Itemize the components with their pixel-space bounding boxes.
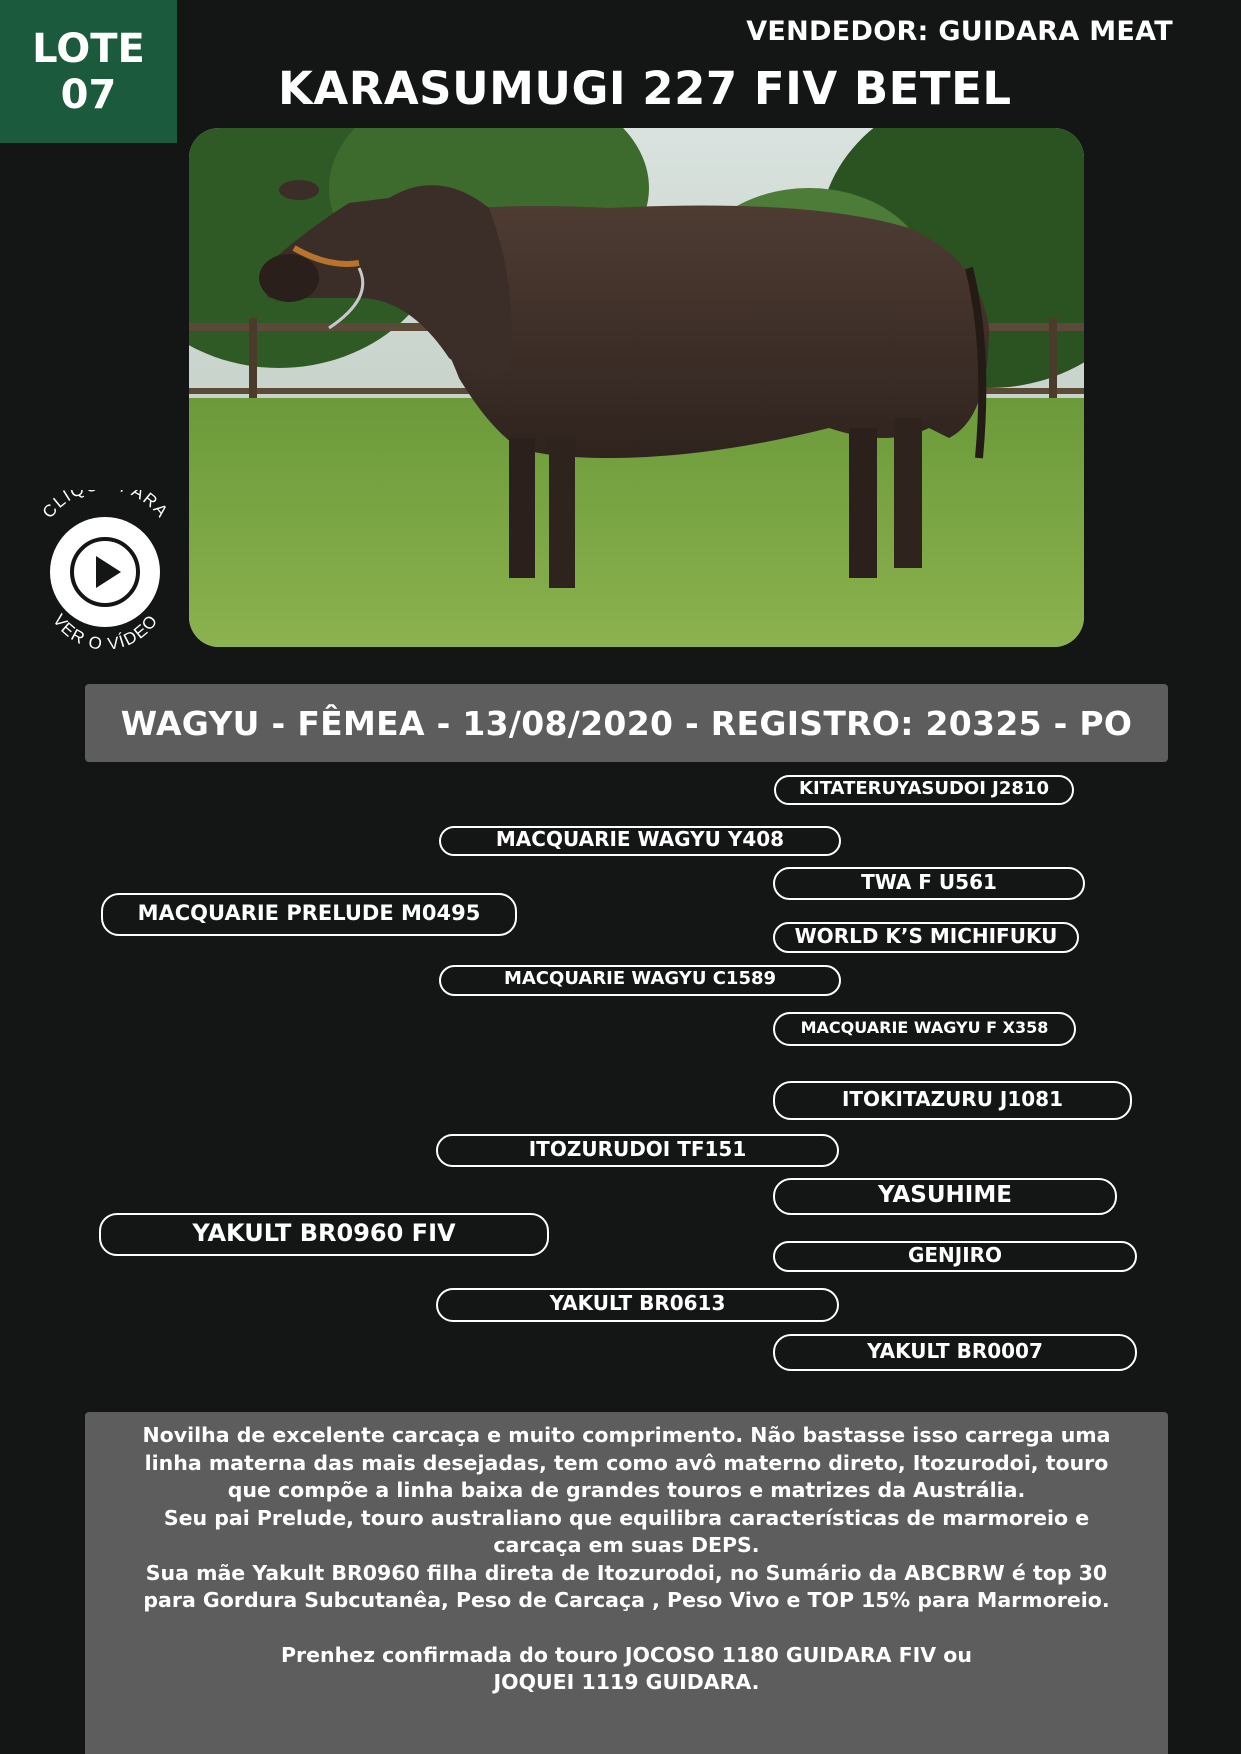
pedigree-sire-dam-dam: MACQUARIE WAGYU F X358 xyxy=(773,1012,1076,1046)
pregnancy-line: JOQUEI 1119 GUIDARA. xyxy=(493,1670,760,1694)
pedigree-sire-sire-sire: KITATERUYASUDOI J2810 xyxy=(774,775,1074,805)
lot-label: LOTE xyxy=(32,25,145,72)
pedigree-dam-dam-sire: GENJIRO xyxy=(773,1241,1137,1272)
seller-label: VENDEDOR: GUIDARA MEAT xyxy=(746,16,1173,47)
description-line: Seu pai Prelude, touro australiano que equilibra características de marmoreio e xyxy=(163,1505,1090,1530)
pedigree-sire-sire: MACQUARIE WAGYU Y408 xyxy=(439,826,841,856)
video-cta-bottom-text: VER O VÍDEO xyxy=(49,610,163,654)
description-panel xyxy=(85,1412,1168,1754)
description-line: para Gordura Subcutanêa, Peso de Carcaça , Peso Vivo e TOP 15% para Marmoreio. xyxy=(143,1588,1110,1612)
pedigree-sire-dam: MACQUARIE WAGYU C1589 xyxy=(439,965,841,996)
pedigree-dam: YAKULT BR0960 FIV xyxy=(99,1213,549,1256)
pedigree-sire-sire-dam: TWA F U561 xyxy=(773,867,1085,900)
animal-photo xyxy=(189,128,1084,647)
lot-badge xyxy=(0,0,177,143)
video-cta-top-text: CLIQ ARA xyxy=(38,490,173,522)
description-line: Sua mãe Yakult BR0960 filha direta de Itozurodoi, no Sumário da ABCBRW é top 30 xyxy=(145,1560,1108,1585)
info-bar: WAGYU - FÊMEA - 13/08/2020 - REGISTRO: 20325 - PO xyxy=(85,684,1168,762)
pedigree-dam-sire: ITOZURUDOI TF151 xyxy=(436,1134,839,1167)
animal-name: KARASUMUGI 227 FIV BETEL xyxy=(278,62,1012,115)
lot-number: 07 xyxy=(60,71,117,118)
description-line: carcaça em suas DEPS. xyxy=(493,1533,760,1557)
description-line: linha materna das mais desejadas, tem como avô materno direto, Itozurodoi, touro xyxy=(144,1450,1109,1475)
description-line: Novilha de excelente carcaça e muito comprimento. Não bastasse isso carrega uma xyxy=(142,1423,1111,1447)
pedigree-dam-sire-sire: ITOKITAZURU J1081 xyxy=(773,1081,1132,1120)
pedigree-dam-dam: YAKULT BR0613 xyxy=(436,1288,839,1322)
pregnancy-line: Prenhez confirmada do touro JOCOSO 1180 GUIDARA FIV ou xyxy=(280,1642,972,1667)
pedigree-sire: MACQUARIE PRELUDE M0495 xyxy=(101,893,517,936)
pedigree-dam-dam-dam: YAKULT BR0007 xyxy=(773,1334,1137,1371)
description-line: que compõe a linha baixa de grandes touros e matrizes da Austrália. xyxy=(227,1478,1026,1502)
watch-video-button[interactable] xyxy=(33,490,178,655)
pedigree-dam-sire-dam: YASUHIME xyxy=(773,1178,1117,1215)
pedigree-sire-dam-sire: WORLD K’S MICHIFUKU xyxy=(773,922,1079,953)
